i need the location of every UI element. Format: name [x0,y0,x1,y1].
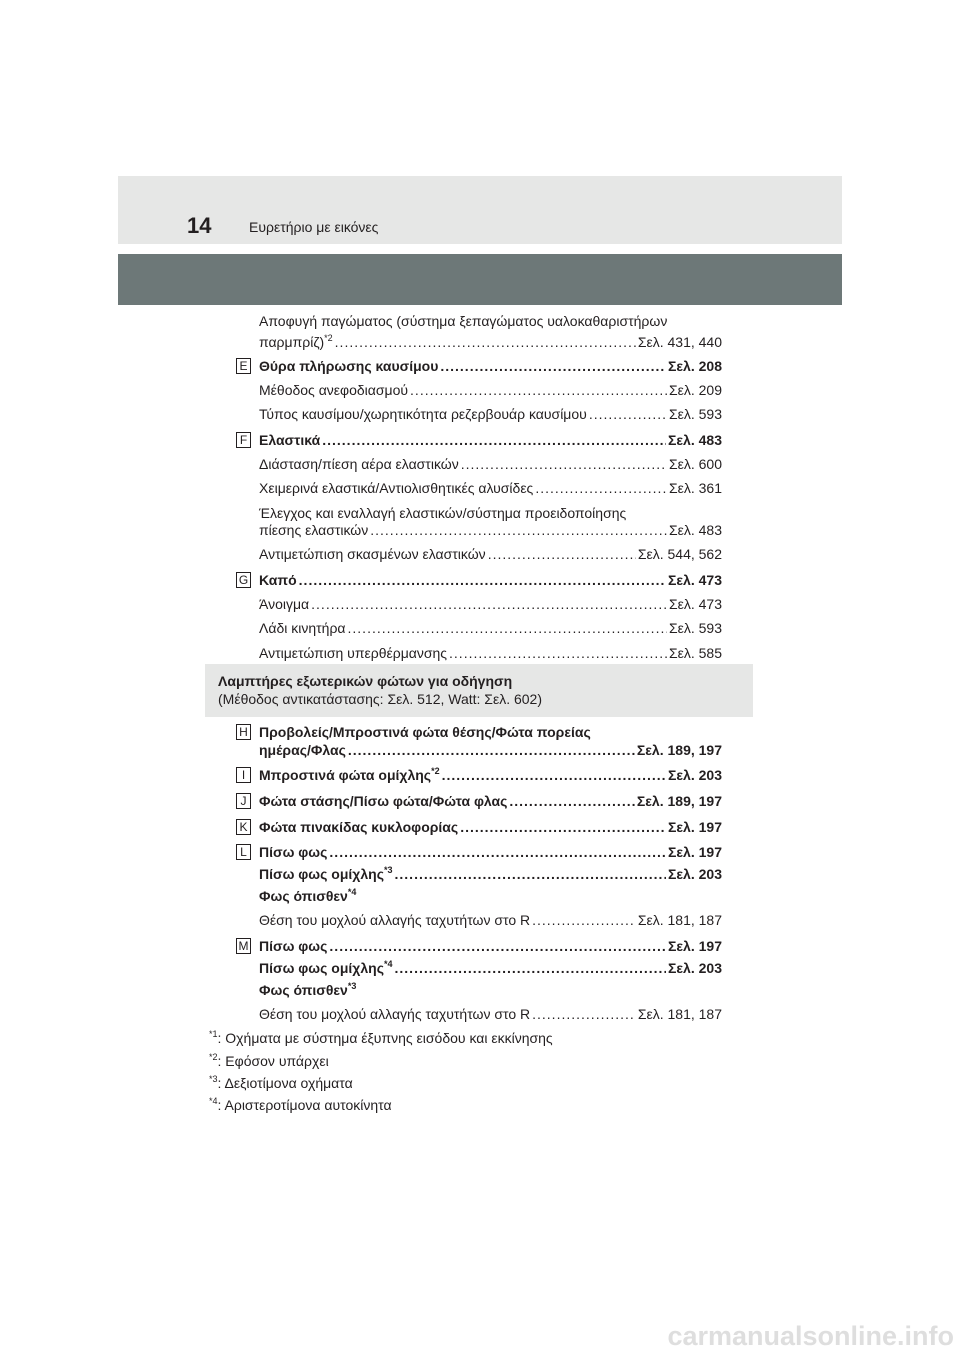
subsection-title: Λαμπτήρες εξωτερικών φώτων για οδήγηση [218,673,513,689]
entry-tire-check[interactable] [259,522,722,539]
entry-gear-r-m[interactable] [259,1006,722,1023]
entry-defrost-line2: παρμπρίζ) [259,334,325,350]
entry-label: Μέθοδος ανεφοδιασμού [259,382,409,398]
marker-m: M [236,938,251,954]
entry-label: πίεσης ελαστικών [259,522,369,538]
entry-label: Διάσταση/πίεση αέρα ελαστικών [259,456,459,472]
footnote-ref: *2 [324,333,333,343]
header-band [118,176,842,244]
entry-tire-check-line1: Έλεγχος και εναλλαγή ελαστικών/σύστημα προειδοποίησης [259,505,627,521]
entry-label: Ελαστικά [259,432,321,448]
entry-label: Αντιμετώπιση σκασμένων ελαστικών [259,546,486,562]
page-ref: Σελ. 483 [668,522,722,538]
entry-fuel-door[interactable] [259,358,722,375]
entry-opening[interactable] [259,596,722,613]
footnote-1 [209,1030,553,1047]
footnote-text: : Δεξιοτίμονα οχήματα [217,1075,353,1091]
entry-winter-tires[interactable] [259,480,722,497]
page-ref: Σελ. 593 [668,620,722,636]
footnote-ref: *3 [347,981,357,991]
footnote-mark: *4 [209,1096,218,1106]
footnote-mark: *3 [209,1074,218,1084]
page-ref: Σελ. 209 [668,382,722,398]
entry-label: Φως όπισθεν [259,982,348,998]
marker-i: I [236,767,251,783]
entry-defrost [259,334,722,351]
marker-l: L [236,844,251,860]
footnote-ref: *3 [384,865,393,875]
entry-headlights[interactable] [259,742,722,759]
page-ref: Σελ. 181, 187 [637,1006,722,1022]
entry-label: Καπό [259,572,297,588]
entry-tires[interactable] [259,432,722,449]
page-ref: Σελ. 197 [668,938,722,954]
entry-label: Αντιμετώπιση υπερθέρμανσης [259,645,448,661]
page-ref: Σελ. 473 [668,572,722,588]
page-ref: Σελ. 600 [668,456,722,472]
entry-label: Τύπος καυσίμου/χωρητικότητα ρεζερβουάρ καυσίμου [259,406,587,422]
entry-flat-tire[interactable] [259,546,722,563]
page-ref: Σελ. 197 [668,844,722,860]
entry-label: Πίσω φως ομίχλης [259,866,384,882]
page-ref: Σελ. 189, 197 [636,742,722,758]
marker-f: F [236,432,251,448]
footnote-text: : Οχήματα με σύστημα έξυπνης εισόδου και εκκίνησης [217,1030,553,1046]
entry-plate-lights[interactable] [259,819,722,836]
page-ref: Σελ. 585 [668,645,722,661]
entry-rear-light-l[interactable] [259,844,722,861]
entry-rear-fog-l[interactable] [259,866,722,883]
marker-k: K [236,819,251,835]
header-dark-band [118,254,842,305]
page-ref: Σελ. 189, 197 [636,793,722,809]
footnote-ref: *2 [431,766,440,776]
entry-front-fog[interactable] [259,767,722,784]
page-ref: Σελ. 361 [668,480,722,496]
entry-label: Άνοιγμα [259,596,310,612]
entry-reverse-m[interactable] [259,982,356,999]
page-ref: Σελ. 208 [668,358,722,374]
marker-g: G [236,572,251,588]
entry-refuel-method[interactable] [259,382,722,399]
entry-label: Πίσω φως ομίχλης [259,960,384,976]
watermark: carmanualsonline.info [667,1321,954,1351]
entry-label: Λάδι κινητήρα [259,620,346,636]
entry-label: Μπροστινά φώτα ομίχλης [259,767,432,783]
entry-headlights-line1: Προβολείς/Μπροστινά φώτα θέσης/Φώτα πορείας [259,724,591,740]
entry-defrost-line1: Αποφυγή παγώματος (σύστημα ξεπαγώματος υαλοκαθαριστήρων [259,313,668,329]
entry-label: Θέση του μοχλού αλλαγής ταχυτήτων στο R [259,912,531,928]
entry-label: Φώτα στάσης/Πίσω φώτα/Φώτα φλας [259,793,508,809]
entry-rear-fog-m[interactable] [259,960,722,977]
footnote-ref: *4 [384,959,393,969]
entry-hood[interactable] [259,572,722,589]
subsection-note: (Μέθοδος αντικατάστασης: Σελ. 512, Watt: Σελ. 602) [218,691,543,707]
entry-tire-size[interactable] [259,456,722,473]
entry-engine-oil[interactable] [259,620,722,637]
page-ref: Σελ. 473 [668,596,722,612]
entry-label: Χειμερινά ελαστικά/Αντιολισθητικές αλυσίδες [259,480,534,496]
entry-label: Πίσω φως [259,844,328,860]
page-ref: Σελ. 431, 440 [637,334,722,350]
footnote-mark: *1 [209,1029,218,1039]
marker-j: J [236,793,251,809]
page-ref: Σελ. 203 [668,960,722,976]
page-ref: Σελ. 203 [668,767,722,783]
entry-label: Θύρα πλήρωσης καυσίμου [259,358,439,374]
marker-e: E [236,358,251,374]
footnote-2 [209,1053,329,1070]
entry-label: Πίσω φως [259,938,328,954]
entry-stop-lights[interactable] [259,793,722,810]
entry-gear-r-l[interactable] [259,912,722,929]
page-ref: Σελ. 181, 187 [637,912,722,928]
marker-h: H [236,724,251,740]
page-ref: Σελ. 544, 562 [637,546,722,562]
entry-label: Θέση του μοχλού αλλαγής ταχυτήτων στο R [259,1006,531,1022]
entry-rear-light-m[interactable] [259,938,722,955]
footnote-3 [209,1075,353,1092]
footnote-mark: *2 [209,1052,218,1062]
page-number: 14 [187,213,212,238]
footnote-4 [209,1097,392,1114]
section-title: Ευρετήριο με εικόνες [249,219,379,235]
entry-reverse-l[interactable] [259,888,356,905]
page-ref: Σελ. 483 [668,432,722,448]
page-ref: Σελ. 593 [668,406,722,422]
footnote-text: : Αριστεροτίμονα αυτοκίνητα [217,1097,392,1113]
entry-label: Φως όπισθεν [259,888,348,904]
entry-label: ημέρας/Φλας [259,742,346,758]
page-ref: Σελ. 203 [668,866,722,882]
page-ref: Σελ. 197 [668,819,722,835]
entry-overheating[interactable] [259,645,722,662]
entry-label: Φώτα πινακίδας κυκλοφορίας [259,819,459,835]
footnote-text: : Εφόσον υπάρχει [217,1053,329,1069]
footnote-ref: *4 [347,887,357,897]
entry-fuel-type[interactable] [259,406,722,423]
